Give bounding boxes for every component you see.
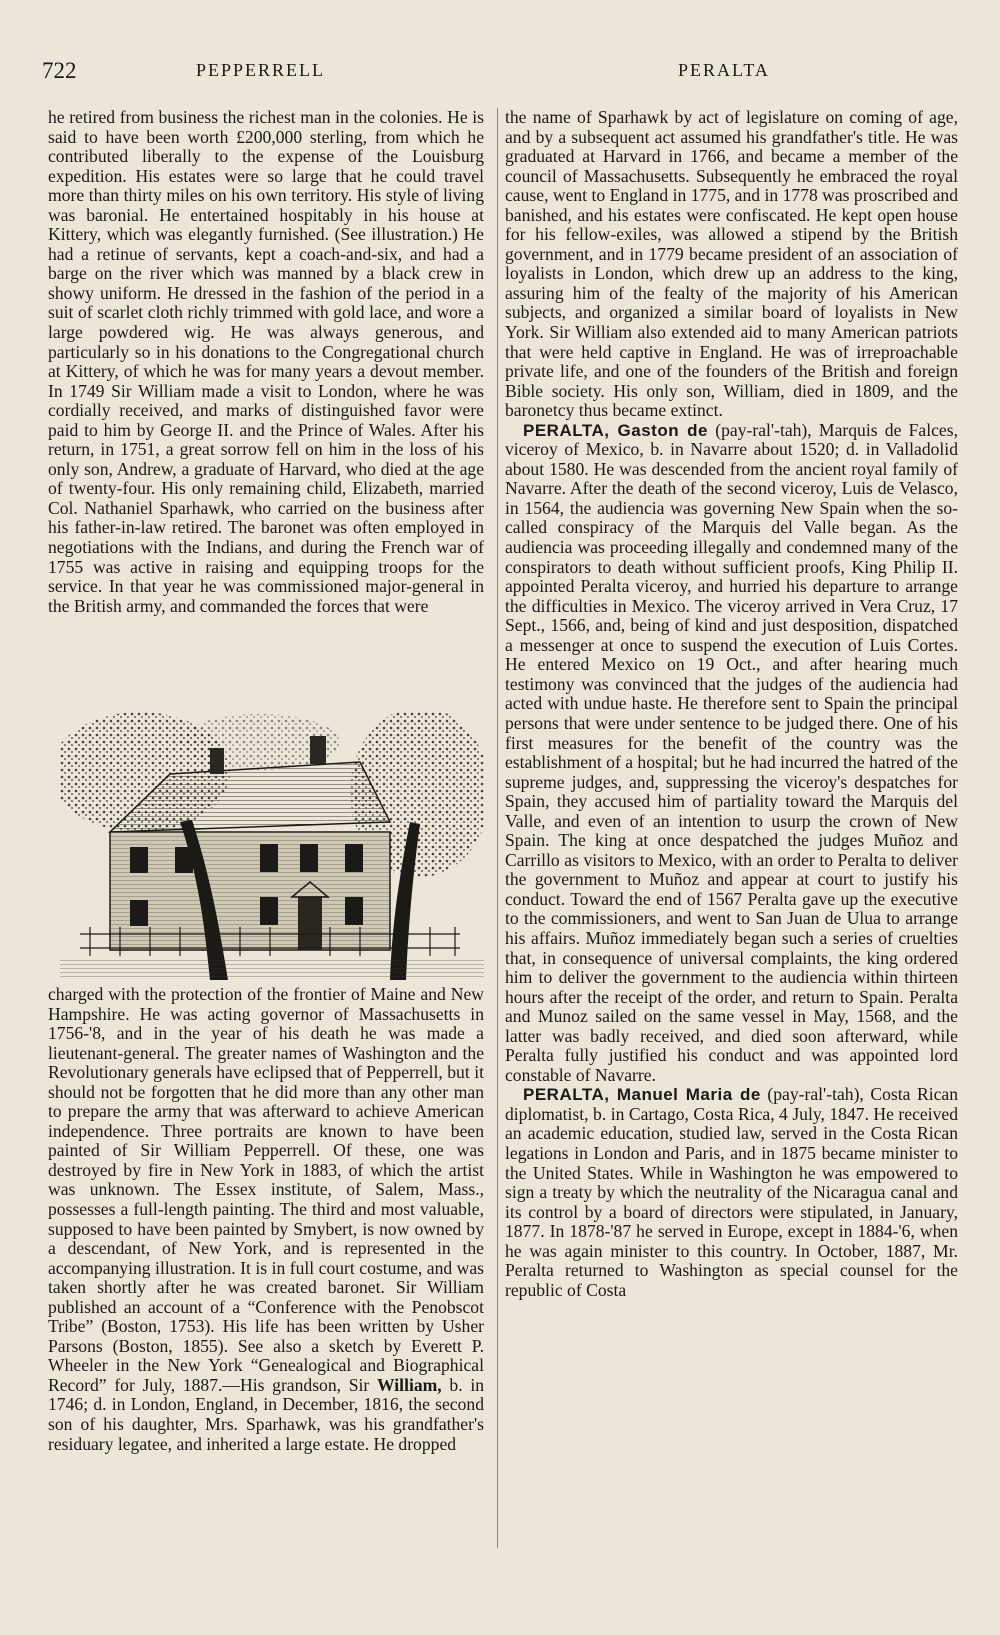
left-column-top bbox=[48, 108, 484, 616]
pepperrell-paragraph: charged with the protection of the frontier of Maine and New Hampshire. He was acting governor of Massachusetts in 1756-'8, and in the year of his death he was made a lieutenant-general. The greater names of Washington and the Revolutionary generals have eclipsed that of Pepperrell, but it should not be forgotten that he did more than any other man to prepare the army that was afterward to achieve American independence. Three portraits are known to have been painted of Sir William Pepperrell. Of these, one was destroyed by fire in New York in 1883, of which the artist was unknown. The Essex institute, of Salem, Mass., possesses a full-length painting. The third and most valuable, supposed to have been painted by Smybert, is now owned by a descendant, of New York, and is represented in the accompanying illustration. It is in full court costume, and was taken shortly after he was created baronet. Sir William published an account of a “Conference with the Penobscot Tribe” (Boston, 1753). His life has been written by Usher Parsons (Boston, 1855). See also a sketch by Everett P. Wheeler in the New York “Genealogical and Biographical Record” for July, 1887.—His grandson, Sir bbox=[48, 984, 484, 1395]
pepperrell-text-continued: he retired from business the richest man in the colonies. He is said to have been worth £200,000 sterling, from which he contributed liberally to the expense of the Louisburg expedition. His estates were so large that he could travel more than thirty miles on his own territory. His style of living was baronial. He entertained hospitably in his house at Kittery, which was elegantly furnished. (See illustration.) He had a retinue of servants, kept a coach-and-six, and had a barge on the river which was manned by a black crew in showy uniform. He dressed in the fashion of the period in a suit of scarlet cloth richly trimmed with gold lace, and wore a large powdered wig. He was always generous, and particularly so in his donations to the Congregational church at Kittery, of which he was for many years a devout member. In 1749 Sir William made a visit to London, where he was cordially received, and marks of distinguished favor were paid to him by George II. and the Prince of Wales. After his return, in 1751, a great sorrow fell on him in the loss of his only son, Andrew, a graduate of Harvard, who died at the age of twenty-four. His only remaining child, Elizabeth, married Col. Nathaniel Sparhawk, who carried on the business after his father-in-law retired. The baronet was often employed in negotiations with the Indians, and during the French war of 1755 was active in raising and equipping troops for the service. In that year he was commissioned major-general in the British army, and commanded the forces that were bbox=[48, 107, 484, 616]
house-at-kittery-illustration bbox=[60, 712, 484, 980]
entry-heading: PERALTA, Gaston de bbox=[523, 420, 708, 440]
grandson-name: William, bbox=[377, 1374, 442, 1395]
running-header bbox=[0, 58, 1000, 88]
peralta-gaston-entry bbox=[505, 421, 958, 1086]
grandson-text: b. in 1746; d. in London, England, in December, 1816, the second son of his daughter, Mrs. Sparhawk, was his grandfather's residuary legatee, and inherited a large estate. He dropped bbox=[48, 1374, 485, 1454]
entry-text: (pay-ral'-tah), Marquis de Falces, viceroy of Mexico, b. in Navarre about 1520; d. in Valladolid about 1580. He was descended from the ancient royal family of Navarre. After the death of the second viceroy, Luis de Velasco, in 1564, the audiencia was governing New Spain when the so-called conspiracy of the Marquis del Valle began. As the audiencia was proceeding illegally and condemned many of the conspirators to death without sufficient proofs, King Philip II. appointed Peralta viceroy, and hurried his departure to arrange the difficulties in Mexico. The viceroy arrived in Vera Cruz, 17 Sept., 1566, and, being of kind and just desposition, dispatched a messenger at once to suspend the execution of Luis Cortes. He entered Mexico on 19 Oct., and after hearing much testimony was convinced that the judges of the audiencia had acted with undue haste. He therefore sent to Spain the principal persons that were under sentence to be judged there. One of his first measures for the benefit of the country was the establishment of a hospital; but he had incurred the hatred of the supreme judges, and, suppressing the viceroy's despatches for Spain, they accused him of partiality toward the Marquis del Valle, and even of an intention to usurp the crown of New Spain. The king at once despatched the judges Muñoz and Carrillo as visitors to Mexico, with an order to Peralta to deliver the government to Muñoz and appear at court to justify his conduct. Toward the end of 1567 Peralta gave up the executive to the commissioners, and went to San Juan de Ulua to arrange his affairs. Muñoz immediately began such a series of cruelties that, in consequence of universal complaints, the king ordered him to deliver the government to the audiencia within thirteen hours after the receipt of the order, and return to Spain. Peralta and Munoz sailed on the same vessel in May, 1568, and the latter was badly received, and died soon afterward, while Peralta fully justified his conduct and was appointed lord constable of Navarre. bbox=[505, 419, 958, 1085]
page-number: 722 bbox=[42, 58, 77, 83]
right-column bbox=[505, 108, 958, 1300]
pepperrell-text-continued-2 bbox=[48, 985, 484, 1454]
left-column-bottom bbox=[48, 985, 484, 1454]
entry-heading: PERALTA, Manuel Maria de bbox=[523, 1085, 761, 1105]
column-divider bbox=[497, 108, 498, 1548]
right-running-head: PERALTA bbox=[678, 60, 770, 80]
entry-text: (pay-ral'-tah), Costa Rican diplomatist, b. in Cartago, Costa Rica, 4 July, 1847. He received an academic education, studied law, served in the Costa Rican legations in London and Paris, and in 1875 became minister to the United States. While in Washington he was empowered to sign a treaty by which the neutrality of the Nicaragua canal and its control by a board of directors were stipulated, in January, 1877. In 1878-'87 he served in Europe, except in 1884-'6, when he was again minister to this country. In October, 1887, Mr. Peralta returned to Washington as special counsel for the republic of Costa bbox=[505, 1084, 958, 1300]
left-running-head: PEPPERRELL bbox=[196, 60, 326, 80]
william-pepperrell-continuation: the name of Sparhawk by act of legislature on coming of age, and by a subsequent act assumed his grandfather's title. He was graduated at Harvard in 1766, and became a member of the council of Massachusetts. Subsequently he embraced the royal cause, went to England in 1775, and in 1778 was proscribed and banished, and his estates were confiscated. He kept open house for his fellow-exiles, was allowed a stipend by the British government, and in 1779 became president of an association of loyalists in London, which drew up an address to the king, assuring him of the fealty of the majority of his American subjects, and organized a similar board of loyalists in New York. Sir William also extended aid to many American patriots that were held captive in England. He was of irreproachable private life, and one of the founders of the British and foreign Bible society. His only son, William, died in 1809, and the baronetcy thus became extinct. bbox=[505, 107, 958, 421]
peralta-manuel-entry bbox=[505, 1085, 958, 1300]
